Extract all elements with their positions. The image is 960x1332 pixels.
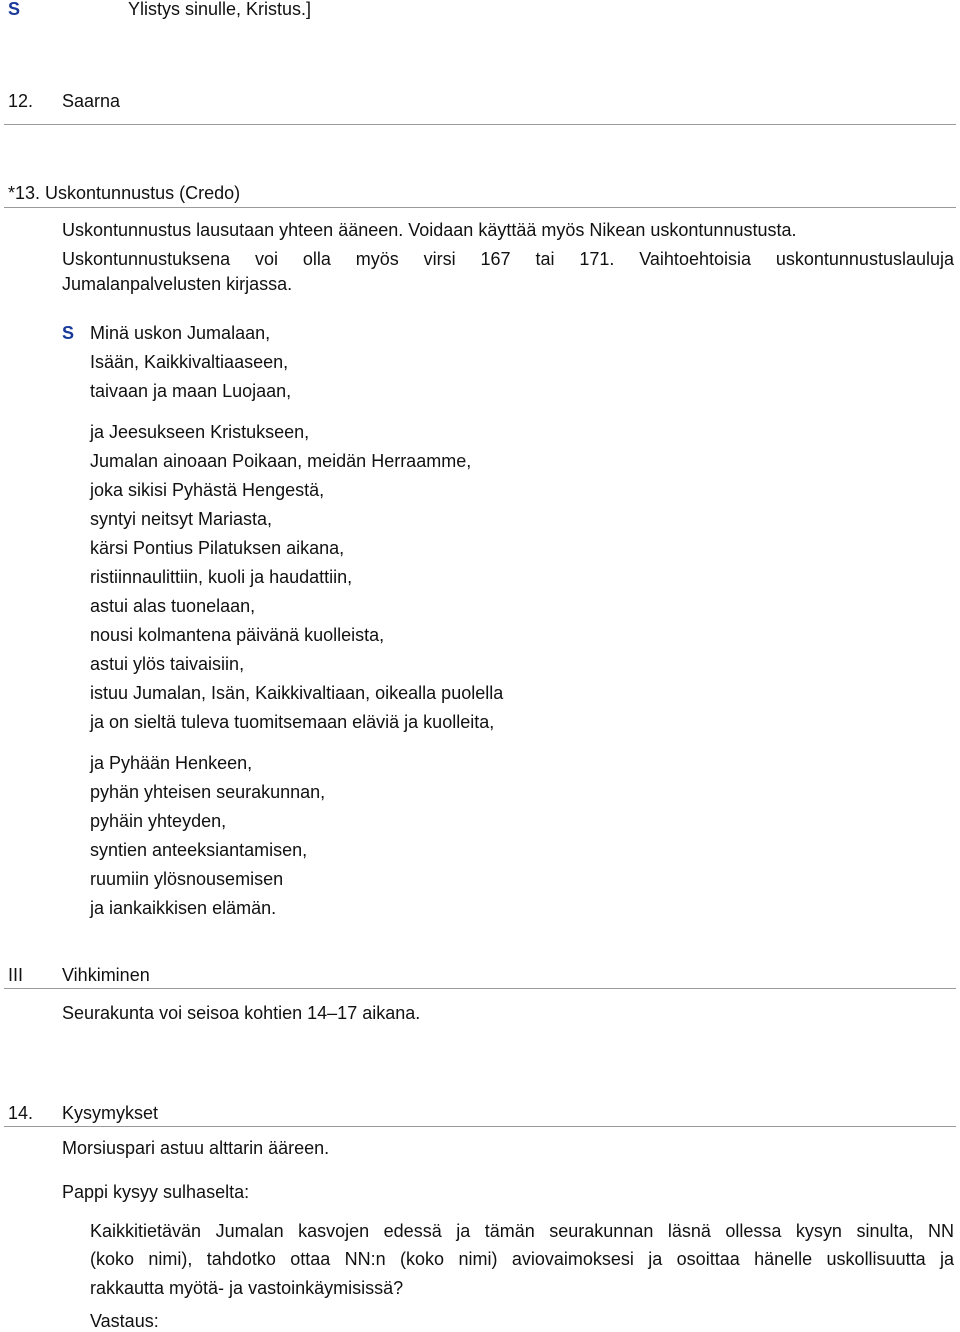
section-12-title: Saarna: [62, 91, 121, 111]
section-13-intro-line1: Uskontunnustus lausutaan yhteen ääneen. Voidaan käyttää myös Nikean uskontunnustusta.: [62, 220, 797, 240]
section-14-line1: Morsiuspari astuu alttarin ääreen.: [62, 1138, 330, 1158]
section-13-intro-line2: Uskontunnustuksena voi olla myös virsi 167 tai 171. Vaihtoehtoisia uskontunnustuslauluja: [62, 249, 954, 269]
section-divider: [4, 988, 956, 989]
question-line1: Kaikkitietävän Jumalan kasvojen edessä ja tämän seurakunnan läsnä ollessa kysyn sinulta, NN: [90, 1221, 954, 1241]
creed-line: ristiinnaulittiin, kuoli ja haudattiin,: [90, 567, 353, 587]
creed-line: ja Pyhään Henkeen,: [90, 753, 253, 773]
part-roman-numeral: III: [8, 965, 24, 985]
creed-line: astui alas tuonelaan,: [90, 596, 256, 616]
part-title: Vihkiminen: [62, 965, 150, 985]
section-14-title: Kysymykset: [62, 1103, 159, 1123]
creed-line: Jumalan ainoaan Poikaan, meidän Herraamme,: [90, 451, 472, 471]
section-14-number: 14.: [8, 1103, 34, 1123]
speaker-marker: S: [8, 0, 21, 19]
creed-line: ja on sieltä tuleva tuomitsemaan eläviä ja kuolleita,: [90, 712, 495, 732]
creed-line: syntyi neitsyt Mariasta,: [90, 509, 273, 529]
creed-line: kärsi Pontius Pilatuksen aikana,: [90, 538, 345, 558]
section-13-intro-line3: Jumalanpalvelusten kirjassa.: [62, 274, 293, 294]
section-divider: [4, 124, 956, 125]
creed-line: joka sikisi Pyhästä Hengestä,: [90, 480, 325, 500]
creed-line: istuu Jumalan, Isän, Kaikkivaltiaan, oikealla puolella: [90, 683, 504, 703]
question-line2: (koko nimi), tahdotko ottaa NN:n (koko nimi) aviovaimoksesi ja osoittaa hänelle uskollisuutta ja: [90, 1249, 954, 1269]
creed-line: astui ylös taivaisiin,: [90, 654, 245, 674]
creed-speaker-marker: S: [62, 323, 75, 343]
top-line-text: Ylistys sinulle, Kristus.]: [128, 0, 312, 19]
section-13-heading: *13. Uskontunnustus (Credo): [8, 183, 241, 203]
creed-line: pyhäin yhteyden,: [90, 811, 227, 831]
creed-line: Minä uskon Jumalaan,: [90, 323, 271, 343]
section-divider: [4, 1126, 956, 1127]
creed-line: ruumiin ylösnousemisen: [90, 869, 284, 889]
creed-line: ja iankaikkisen elämän.: [90, 898, 277, 918]
part-note: Seurakunta voi seisoa kohtien 14–17 aikana.: [62, 1003, 421, 1023]
creed-line: nousi kolmantena päivänä kuolleista,: [90, 625, 385, 645]
section-12-number: 12.: [8, 91, 34, 111]
creed-line: pyhän yhteisen seurakunnan,: [90, 782, 326, 802]
creed-line: taivaan ja maan Luojaan,: [90, 381, 292, 401]
section-divider: [4, 207, 956, 208]
section-14-line2: Pappi kysyy sulhaselta:: [62, 1182, 250, 1202]
creed-line: ja Jeesukseen Kristukseen,: [90, 422, 310, 442]
answer-label: Vastaus:: [90, 1311, 159, 1331]
creed-line: Isään, Kaikkivaltiaaseen,: [90, 352, 289, 372]
creed-line: syntien anteeksiantamisen,: [90, 840, 308, 860]
question-line3: rakkautta myötä- ja vastoinkäymisissä?: [90, 1278, 404, 1298]
